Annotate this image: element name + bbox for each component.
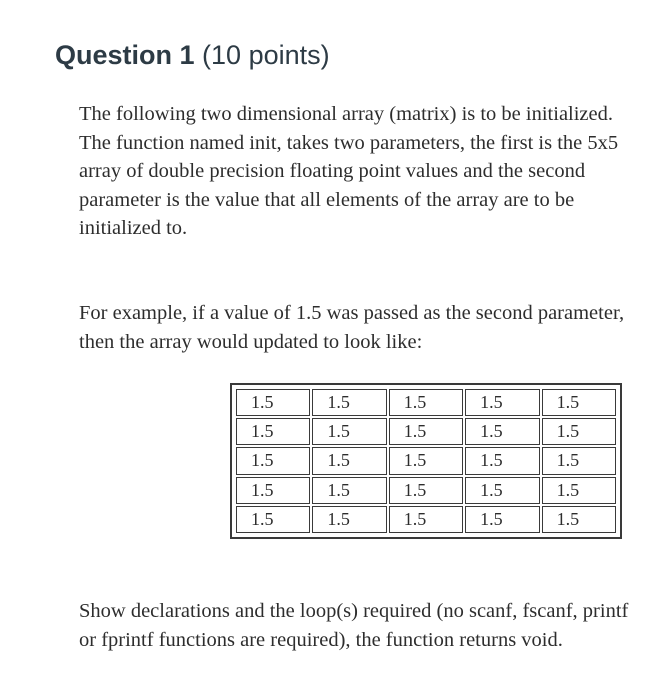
matrix-cell: 1.5 — [389, 447, 463, 474]
matrix-row — [236, 389, 616, 416]
matrix-cell: 1.5 — [465, 447, 539, 474]
matrix-cell: 1.5 — [542, 477, 616, 504]
matrix-row — [236, 447, 616, 474]
matrix-cell: 1.5 — [312, 418, 386, 445]
matrix-cell: 1.5 — [542, 447, 616, 474]
matrix-cell: 1.5 — [236, 477, 310, 504]
matrix-cell: 1.5 — [236, 506, 310, 533]
question-instructions-text: Show declarations and the loop(s) required (no scanf, fscanf, printf or fprintf functions are required), the function returns void. — [79, 600, 629, 651]
matrix-cell: 1.5 — [236, 447, 310, 474]
matrix-cell: 1.5 — [465, 389, 539, 416]
example-matrix — [230, 383, 622, 539]
matrix-cell: 1.5 — [542, 389, 616, 416]
matrix-cell: 1.5 — [312, 506, 386, 533]
question-points: (10 points) — [202, 40, 330, 70]
matrix-cell: 1.5 — [389, 389, 463, 416]
matrix-cell: 1.5 — [236, 389, 310, 416]
question-header — [55, 40, 330, 71]
matrix-cell: 1.5 — [465, 418, 539, 445]
matrix-cell: 1.5 — [389, 477, 463, 504]
question-example-text: For example, if a value of 1.5 was passed as the second parameter, then the array would updated to look like: — [79, 302, 625, 353]
question-title: Question 1 — [55, 40, 195, 70]
matrix-cell: 1.5 — [465, 477, 539, 504]
matrix-cell: 1.5 — [389, 418, 463, 445]
matrix-row — [236, 418, 616, 445]
matrix-cell: 1.5 — [389, 506, 463, 533]
matrix-cell: 1.5 — [312, 447, 386, 474]
matrix-cell: 1.5 — [312, 389, 386, 416]
matrix-cell: 1.5 — [312, 477, 386, 504]
matrix-row — [236, 477, 616, 504]
matrix-cell: 1.5 — [465, 506, 539, 533]
matrix-cell: 1.5 — [236, 418, 310, 445]
matrix-row — [236, 506, 616, 533]
matrix-cell: 1.5 — [542, 418, 616, 445]
matrix-table — [234, 387, 618, 535]
matrix-cell: 1.5 — [542, 506, 616, 533]
question-intro-text: The following two dimensional array (matrix) is to be initialized. The function named init, takes two parameters, the first is the 5x5 array of double precision floating point values and the second parameter is the value that all elements of the array are to be initialized to. — [79, 103, 619, 240]
